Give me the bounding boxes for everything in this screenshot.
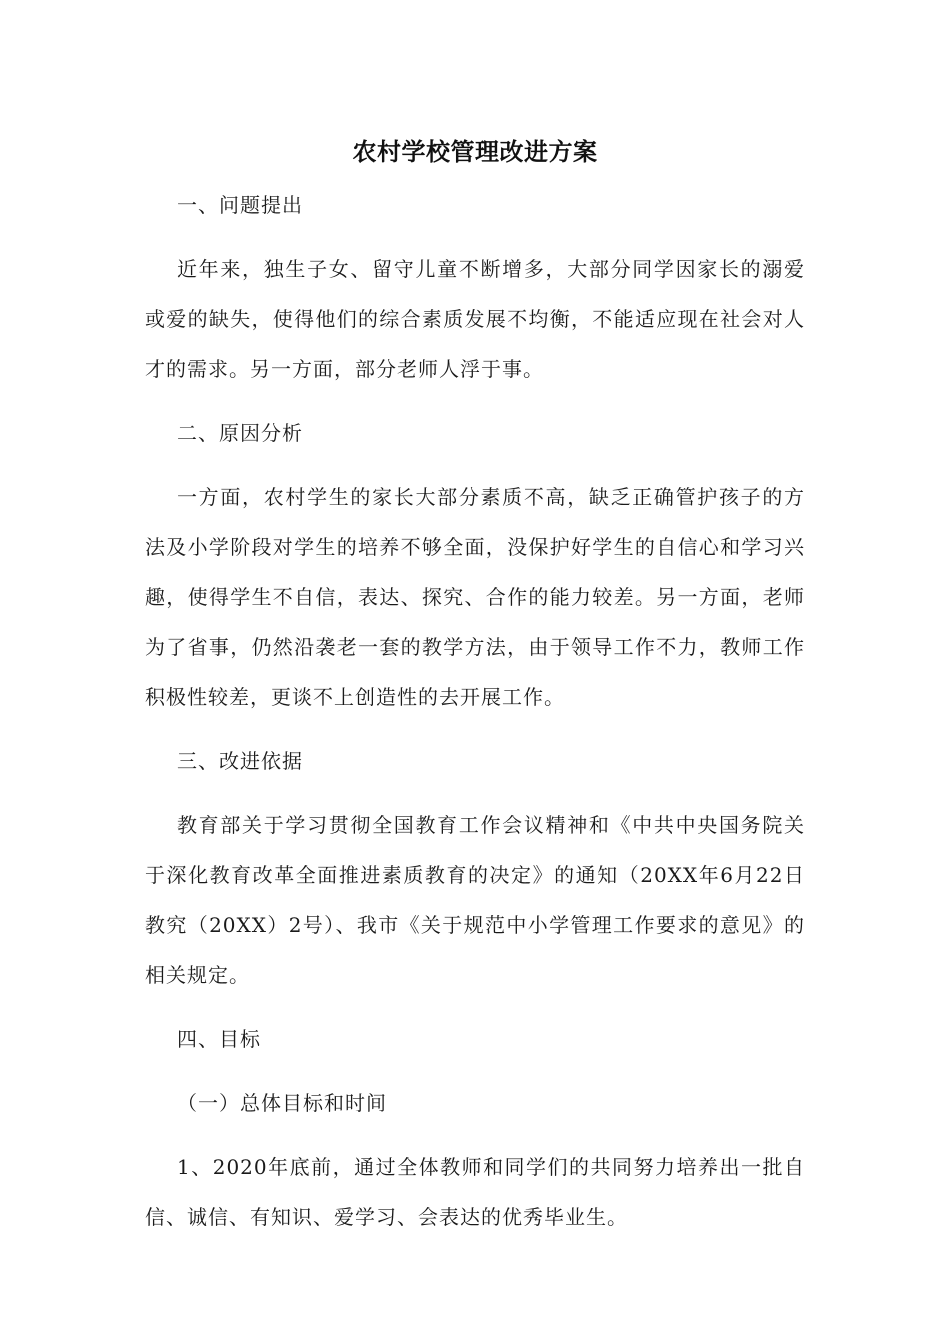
paragraph-basis: 教育部关于学习贯彻全国教育工作会议精神和《中共中央国务院关于深化教育改革全面推进素质教育的决定》的通知（20XX年6月22日教究（20XX）2号）、我市《关于规范中小学管理工作要求的意见》的相关规定。 [145,813,805,987]
paragraph-goal-1: 1、2020年底前，通过全体教师和同学们的共同努力培养出一批自信、诚信、有知识、爱学习、会表达的优秀毕业生。 [145,1155,805,1229]
document-title: 农村学校管理改进方案 [352,137,598,166]
section-heading-basis: 三、改进依据 [177,749,303,773]
paragraph-problem: 近年来，独生子女、留守儿童不断增多，大部分同学因家长的溺爱或爱的缺失，使得他们的综合素质发展不均衡，不能适应现在社会对人才的需求。另一方面，部分老师人浮于事。 [145,257,805,381]
section-heading-causes: 二、原因分析 [177,421,303,445]
section-heading-goals: 四、目标 [177,1027,261,1051]
document-body [145,128,805,1256]
section-heading-problem: 一、问题提出 [177,193,303,217]
paragraph-causes: 一方面，农村学生的家长大部分素质不高，缺乏正确管护孩子的方法及小学阶段对学生的培养不够全面，没保护好学生的自信心和学习兴趣，使得学生不自信，表达、探究、合作的能力较差。另一方面，老师为了省事，仍然沿袭老一套的教学方法，由于领导工作不力，教师工作积极性较差，更谈不上创造性的去开展工作。 [145,485,805,709]
subheading-overall-goals: （一）总体目标和时间 [177,1091,387,1115]
